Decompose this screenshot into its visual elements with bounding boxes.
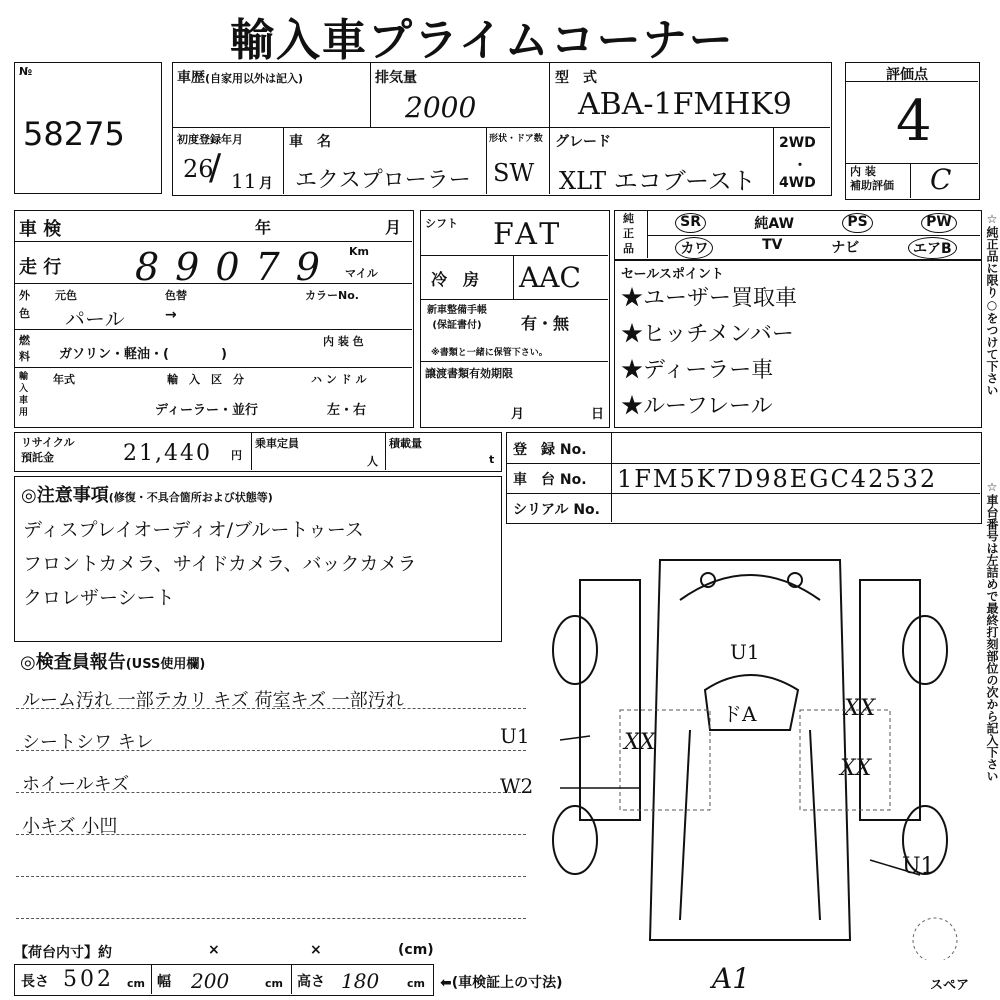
diagram-side-l1: U1 [500,724,530,748]
spare-label: スペア [930,978,970,993]
sales-item: ★ヒッチメンバー [621,322,794,347]
equip-row-1 [651,213,981,233]
first-reg-label: 初度登録年月 [177,133,243,146]
len-label: 長さ [21,974,49,990]
caution-line: ディスプレイオーディオ/ブルートゥース [23,519,364,541]
sales-points-block [614,260,982,428]
interior-aux-label: 内 装 補助評価 [850,165,894,192]
manual-value: 有・無 [521,314,570,333]
history-label [177,67,303,87]
equip-item2-2: ナビ [831,240,860,256]
reg-label: 登 録 No. [513,442,587,458]
diagram-right-top: XX [844,696,876,721]
inspector-line: ホイールキズ [22,774,130,795]
caution-line: フロントカメラ、サイドカメラ、バックカメラ [23,553,417,575]
grade-dot: ・ [793,158,807,174]
equipment-block [614,210,982,260]
first-reg-month-unit: 月 [259,176,273,192]
inspector-line: 小キズ 小凹 [22,816,118,837]
number-value: 58275 [23,115,125,153]
model-code-label: 型 式 [555,70,597,86]
inspector-line: ルーム汚れ 一部テカリ キズ 荷室キズ 一部汚れ [22,690,404,711]
equip-item-2: PS [842,213,872,233]
wid-label: 幅 [157,974,171,990]
inspector-note: (USS使用欄) [125,657,206,672]
side-note-1: ☆純正品に限り○をつけて下さい [985,212,999,396]
caution-list [23,513,417,615]
equip-item-0: SR [675,213,706,233]
displacement-value: 2000 [405,91,477,124]
equip-item2-1: TV [762,237,783,253]
equip-item2-0: カワ [675,237,713,259]
ac-label: 冷 房 [431,270,480,289]
equip-row-2 [651,237,981,259]
sales-item: ★ユーザー買取車 [621,286,798,311]
serial-label: シリアル No. [513,502,600,518]
car-name-label: 車 名 [289,134,331,150]
recycle-unit: 円 [231,449,242,462]
transfer-day: 日 [591,407,605,422]
inspector-list [22,680,404,848]
grade-2wd: 2WD [779,135,816,151]
fuel-options: ガソリン・軽油・( ) [59,347,227,362]
recycle-block [14,432,502,472]
side-note-2: ☆車台番号は左詰めで最終打刻部位の次から記入下さい [985,480,999,782]
left-spec-block [14,210,414,428]
load-unit: t [489,453,495,466]
first-reg-month: 11 [231,169,257,193]
car-diagram [540,540,980,960]
cargo-label: 【荷台内寸】約 [14,945,112,961]
capacity-unit: 人 [367,455,378,468]
registration-block [506,432,982,524]
color-label: 外 色 [19,289,30,320]
caution-label-text: ◎注意事項 [21,485,109,506]
a1-mark: A1 [712,962,751,995]
inspection-year: 年 [255,218,272,237]
caution-block [14,476,502,642]
recycle-value: 21,440 [123,441,212,466]
mileage-km: Km [349,245,369,258]
score-value: 4 [896,89,932,154]
cargo-x1: × [208,942,220,958]
caution-note: (修復・不具合箇所および状態等) [108,491,273,504]
len-unit: cm [127,977,145,990]
vin-value: 1FM5K7D98EGC42532 [617,465,938,493]
sales-item: ★ルーフレール [621,394,773,419]
grade-label: グレード [555,134,611,150]
color-arrow: → [165,307,177,323]
grade-4wd: 4WD [779,175,816,191]
equip-item2-3: エアB [908,237,957,259]
shift-block [420,210,610,428]
caution-line: クロレザーシート [23,587,175,609]
number-label: № [19,65,33,78]
recycle-label: リサイクル 預託金 [21,436,75,464]
import-kubun-value: ディーラー・並行 [155,403,258,418]
len-value: 502 [63,967,114,992]
diagram-right-mid: XX [840,756,872,781]
first-reg-year: 26 [183,155,214,183]
inspection-month: 月 [385,218,402,237]
fuel-label: 燃 料 [19,334,30,363]
diagram-roof: U1 [730,640,760,664]
shift-value: FAT [493,217,564,252]
color-code: カラーNo. [305,289,359,302]
equip-item-1: 純AW [754,216,795,232]
mileage-value: 89079 [135,245,336,289]
diagram-rear: U1 [902,854,935,879]
inspection-label: 車 検 [19,219,62,240]
mileage-label: 走 行 [19,257,62,278]
color-value: パール [65,307,125,331]
shift-label: シフト [425,217,458,230]
hgt-unit: cm [407,977,425,990]
diagram-left: XX [624,730,656,755]
sales-label: セールスポイント [621,267,724,282]
sales-item: ★ディーラー車 [621,358,774,383]
model-code-value: ABA-1FMHK9 [578,87,792,122]
capacity-label: 乗車定員 [255,437,299,450]
car-name-value: エクスプローラー [295,168,471,193]
score-label: 評価点 [886,67,928,83]
sales-list [621,281,797,425]
page-title: 輸入車プライムコーナー [230,15,735,66]
score-box [845,62,980,200]
number-box [14,62,162,194]
caution-label [21,481,273,507]
import-handle-value: 左・右 [327,403,367,418]
equip-pure-label: 純 正 品 [623,212,634,255]
ac-value: AAC [519,261,581,294]
diagram-windshield: ドA [722,702,757,726]
import-year: 年式 [53,373,75,386]
cargo-unit: (cm) [398,942,434,958]
inspector-label [20,648,205,674]
grade-value: XLT エコブースト [559,167,756,195]
inspector-line: シートシワ キレ [22,732,154,753]
transfer-month: 月 [511,407,525,422]
load-label: 積載量 [389,437,422,450]
color-changed: 色替 [165,289,187,302]
history-label-text: 車歴 [177,70,205,86]
mileage-mile: マイル [345,267,378,280]
dims-arrow-note: ⬅(車検証上の寸法) [440,975,563,991]
manual-label: 新車整備手帳 (保証書付) [427,305,487,331]
body-label: 形状・ドア数 [489,134,543,144]
manual-note: ※書類と一緒に保管下さい。 [431,348,548,358]
diagram-side-l2: W2 [500,774,534,798]
equip-item-3: PW [921,213,957,233]
import-kubun: 輸 入 区 分 [167,373,244,386]
import-handle: ハ ン ド ル [311,373,367,386]
color-orig: 元色 [55,289,77,302]
hgt-value: 180 [341,969,380,993]
transfer-label: 譲渡書類有効期限 [425,367,513,380]
vin-label: 車 台 No. [513,472,587,488]
import-label: 輸 入 車 用 [19,372,29,418]
wid-value: 200 [191,969,230,993]
cargo-x2: × [310,942,322,958]
interior-aux-value: C [930,163,952,196]
wid-unit: cm [265,977,283,990]
hgt-label: 高さ [297,974,325,990]
dims-block [14,964,434,996]
displacement-label: 排気量 [375,70,417,86]
top-info-grid: 車歴(自家用以外は記入) 排気量 2000 型 式 ABA-1FMHK9 初度登録年月 26 / 11 月 車 名 エクスプローラー 形状・ドア数 SW グレード XLT エコブースト 2WD ・ 4WD [172,62,832,196]
body-value: SW [493,159,535,187]
interior-color: 内 装 色 [323,335,364,348]
inspector-label-text: ◎検査員報告 [20,652,126,673]
history-note: (自家用以外は記入) [205,72,304,85]
